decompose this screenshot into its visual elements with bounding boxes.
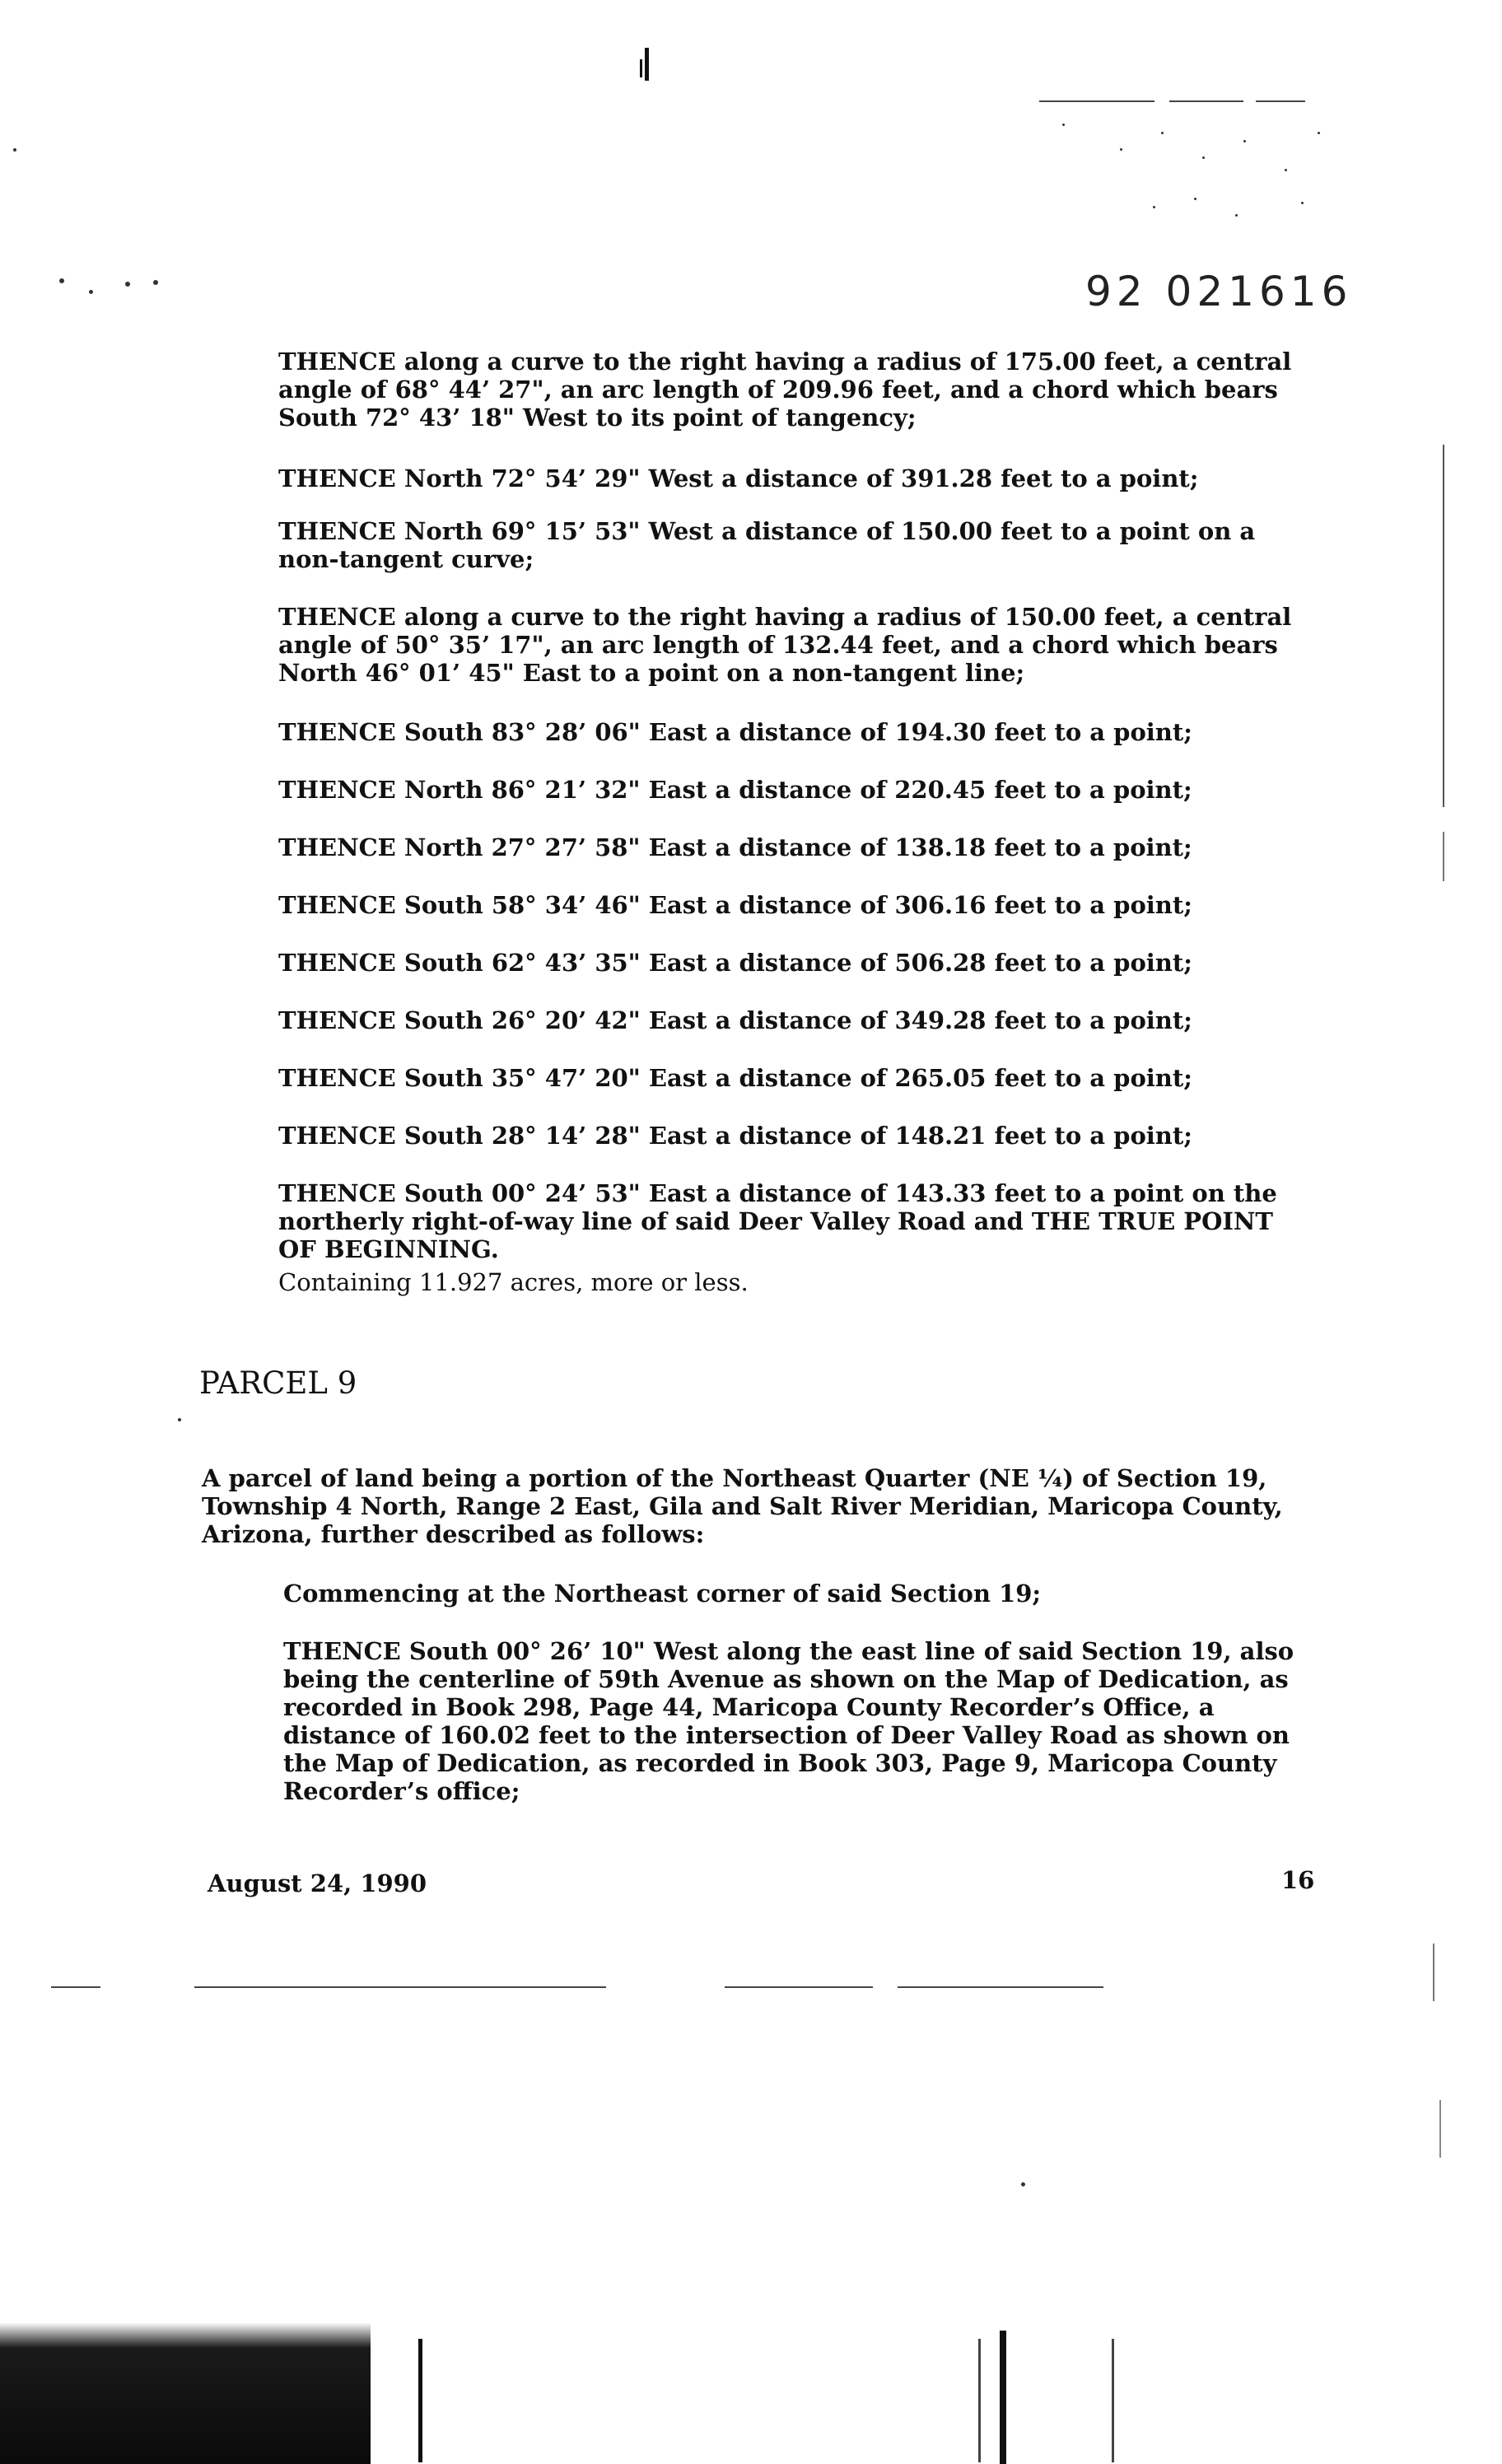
scan-speck — [1062, 124, 1065, 126]
commencing-line: Commencing at the Northeast corner of said Section 19; — [283, 1580, 1042, 1608]
scan-dash — [194, 1986, 606, 1988]
scan-speck — [1285, 169, 1287, 171]
scan-speck — [178, 1418, 181, 1421]
recording-number: 92 021616 — [1085, 268, 1353, 315]
legal-description-line: THENCE North 69° 15’ 53" West a distance of 150.00 feet to a point on a non-tangent curve; — [278, 517, 1256, 573]
scan-bar — [1000, 2331, 1006, 2464]
scan-bar — [418, 2339, 422, 2462]
scan-bar — [978, 2339, 981, 2462]
scan-mark-top-thin — [640, 59, 642, 77]
scan-edge-line — [1443, 445, 1444, 807]
legal-description-line: THENCE along a curve to the right having a radius of 175.00 feet, a central angle of 68° 44’ 27", an arc length of 209.96 feet, and a chord which bears South 72° 43’ 18" West to its point of tangency; — [278, 348, 1292, 432]
scan-speck — [1161, 132, 1164, 134]
legal-description-line: THENCE South 35° 47’ 20" East a distance of 265.05 feet to a point; — [278, 1064, 1192, 1092]
scan-speck — [1021, 2182, 1025, 2186]
legal-description-line: THENCE North 86° 21’ 32" East a distance of 220.45 feet to a point; — [278, 776, 1192, 804]
scan-dash — [51, 1986, 100, 1988]
scan-dash — [725, 1986, 873, 1988]
legal-description-line: THENCE South 26° 20’ 42" East a distance of 349.28 feet to a point; — [278, 1006, 1192, 1034]
scan-speck — [1235, 214, 1238, 217]
legal-description-line: THENCE South 28° 14’ 28" East a distance of 148.21 feet to a point; — [278, 1122, 1192, 1150]
scan-speck — [13, 148, 16, 152]
scan-speck — [1194, 198, 1196, 200]
legal-description-line: THENCE South 62° 43’ 35" East a distance of 506.28 feet to a point; — [278, 949, 1192, 977]
parcel-intro: A parcel of land being a portion of the Northeast Quarter (NE ¼) of Section 19, Township 4 North, Range 2 East, Gila and Salt River Meridian, Maricopa County, Arizona, further described as follows: — [202, 1464, 1283, 1548]
scan-mark-top — [645, 48, 649, 81]
legal-description-line: THENCE South 83° 28’ 06" East a distance of 194.30 feet to a point; — [278, 718, 1192, 746]
legal-description-line: THENCE South 00° 24’ 53" East a distance of 143.33 feet to a point on the northerly right-of-way line of said Deer Valley Road and THE TRUE POINT OF BEGINNING. — [278, 1179, 1277, 1263]
scan-speck — [1243, 140, 1246, 142]
acreage-statement: Containing 11.927 acres, more or less. — [278, 1268, 749, 1296]
scan-speck — [1301, 202, 1304, 204]
legal-description-line: THENCE along a curve to the right having a radius of 150.00 feet, a central angle of 50° 35’ 17", an arc length of 132.44 feet, and a chord which bears North 46° 01’ 45" East to a point on a non-tangent line; — [278, 603, 1292, 687]
scan-speck — [125, 282, 130, 287]
scan-dash — [1039, 100, 1154, 102]
scanner-smudge — [0, 2322, 371, 2464]
legal-description-line: THENCE South 00° 26’ 10" West along the east line of said Section 19, also being the centerline of 59th Avenue as shown on the Map of Dedication, as recorded in Book 298, Page 44, Maricopa County Recorder’s Office, a distance of 160.02 feet to the intersection of Deer Valley Road as shown on the Map of Dedication, as recorded in Book 303, Page 9, Maricopa County Recorder’s office; — [283, 1637, 1294, 1805]
legal-description-line: THENCE North 72° 54’ 29" West a distance of 391.28 feet to a point; — [278, 464, 1199, 492]
scan-edge-line — [1439, 2100, 1441, 2158]
scan-edge-line — [1443, 832, 1444, 881]
scan-bar — [1112, 2339, 1114, 2462]
scan-speck — [1153, 206, 1155, 208]
scan-dash — [939, 1986, 1103, 1988]
scan-dash — [1256, 100, 1305, 102]
scan-speck — [89, 290, 93, 294]
scan-speck — [153, 280, 158, 285]
page-number: 16 — [1281, 1866, 1315, 1894]
footer-date: August 24, 1990 — [208, 1869, 427, 1897]
scan-speck — [59, 278, 64, 283]
scan-dash — [1169, 100, 1243, 102]
legal-description-line: THENCE South 58° 34’ 46" East a distance of 306.16 feet to a point; — [278, 891, 1192, 919]
scan-speck — [1120, 148, 1122, 151]
scan-speck — [1202, 156, 1205, 159]
scan-speck — [1318, 132, 1320, 134]
parcel-heading: PARCEL 9 — [199, 1365, 357, 1401]
legal-description-line: THENCE North 27° 27’ 58" East a distance of 138.18 feet to a point; — [278, 833, 1192, 861]
scan-edge-line — [1433, 1944, 1434, 2001]
